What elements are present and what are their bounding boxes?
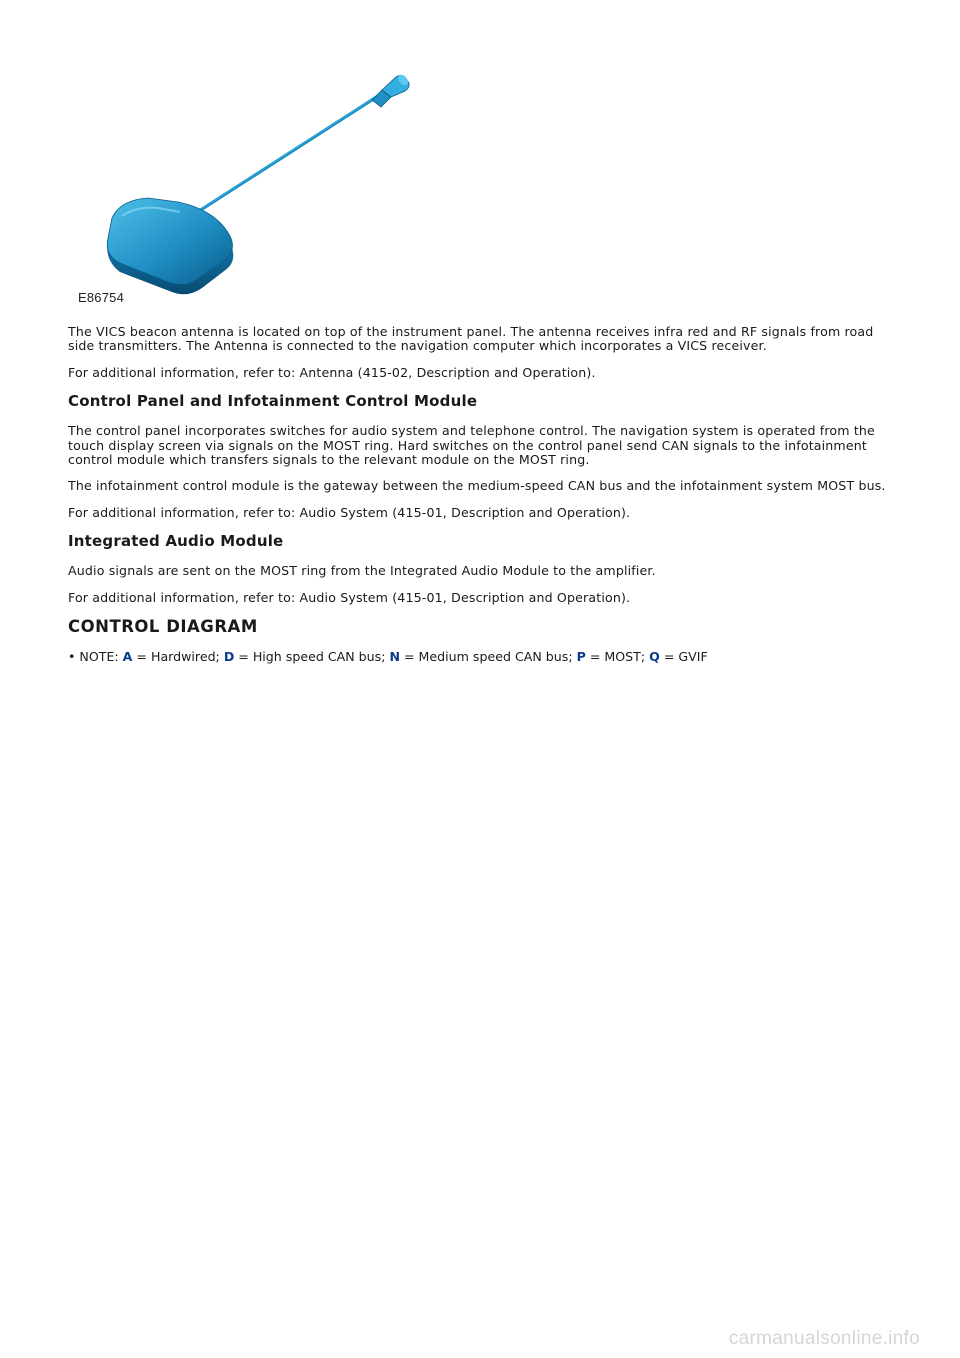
note-key-p: P: [576, 649, 586, 665]
note-prefix: • NOTE:: [68, 649, 123, 665]
paragraph-vics-antenna: The VICS beacon antenna is located on top of the instrument panel. The antenna receives infra red and RF signals from road side transmitters. The Antenna is connected to the navigation computer which incorporates a VICS receiver.: [68, 324, 874, 354]
watermark-footer: carmanualsonline.info: [728, 1328, 920, 1349]
note-text-p: = MOST;: [585, 649, 650, 665]
note-text-a: = Hardwired;: [132, 649, 224, 665]
antenna-cable: [185, 96, 378, 220]
note-text-q: = GVIF: [659, 649, 708, 665]
figure-label: E86754: [78, 290, 125, 305]
note-legend: [68, 650, 898, 664]
vics-antenna-illustration: [60, 60, 460, 310]
antenna-connector: [372, 73, 410, 107]
antenna-body: [107, 198, 233, 294]
note-key-n: N: [389, 649, 400, 665]
note-key-d: D: [223, 649, 235, 665]
paragraph-infotainment-gateway: The infotainment control module is the gateway between the medium-speed CAN bus and the infotainment system MOST bus.: [68, 478, 886, 494]
note-key-q: Q: [649, 649, 660, 665]
paragraph-antenna-reference: For additional information, refer to: Antenna (415-02, Description and Operation).: [68, 364, 596, 380]
paragraph-audio-reference-2: For additional information, refer to: Audio System (415-01, Description and Operation).: [68, 589, 631, 605]
paragraph-control-panel: The control panel incorporates switches for audio system and telephone control. The navigation system is operated from the touch display screen via signals on the MOST ring. Hard switches on the control panel send CAN signals to the infotainment control module which transfers signals to the relevant module on the MOST ring.: [68, 423, 875, 468]
heading-control-diagram: CONTROL DIAGRAM: [68, 617, 258, 637]
note-text-d: = High speed CAN bus;: [234, 649, 390, 665]
paragraph-audio-signals: Audio signals are sent on the MOST ring from the Integrated Audio Module to the amplifier.: [68, 563, 656, 579]
document-body: [68, 325, 898, 664]
note-text-n: = Medium speed CAN bus;: [400, 649, 577, 665]
paragraph-audio-reference: For additional information, refer to: Audio System (415-01, Description and Operation).: [68, 504, 631, 520]
heading-control-panel: Control Panel and Infotainment Control Module: [68, 392, 478, 411]
heading-integrated-audio-module: Integrated Audio Module: [68, 532, 284, 551]
note-key-a: A: [122, 649, 133, 665]
